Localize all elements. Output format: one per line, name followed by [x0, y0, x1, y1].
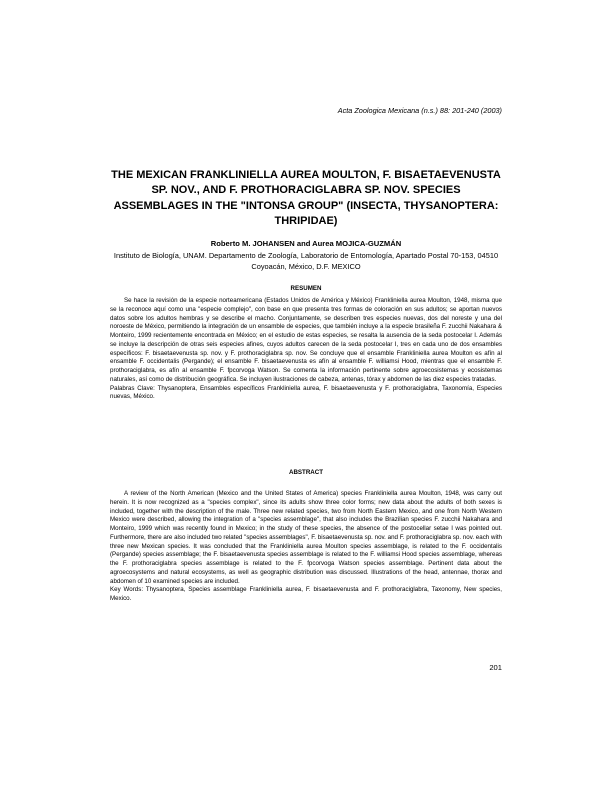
abstract-heading: ABSTRACT	[288, 469, 324, 476]
palabras-clave: Palabras Clave: Thysanoptera, Ensambles específicos Frankliniella aurea, F. bisaetaevenusta y F. prothoraciglabra, Taxonomía, Especies nuevas, México.	[110, 384, 502, 401]
paper-title: THE MEXICAN FRANKLINIELLA AUREA MOULTON, F. BISAETAEVENUSTA SP. NOV., AND F. PROTHORACIGLABRA SP. NOV. SPECIES ASSEMBLAGES IN THE "INTONSA GROUP" (INSECTA, THYSANOPTERA: THRIPIDAE)	[111, 169, 501, 227]
authors: Roberto M. JOHANSEN and Aurea MOJICA-GUZMÁN	[210, 239, 402, 248]
resumen-text: Se hace la revisión de la especie norteamericana (Estados Unidos de América y México) Frankliniella aurea Moulton, 1948, misma que se la reconoce aquí como una "especie complejo", con base en que presenta tres formas de coloración en sus adultos; se aportan nuevos datos sobre los adultos hembras y se describe el macho. Conjuntamente, se describen tres especies nuevas, dos del noreste y una del noroeste de México, permitiendo la integración de un ensamble de especies, que también incluye a la especie brasileña F. zucchii Nakahara & Monteiro, 1999 recientemente encontrada en México; en el estudio de estas especies, se resalta la ausencia de la seda postocelar I. Además se incluye la descripción de otras seis especies afines, cuyos adultos carecen de la seda postocelar I, tres en cada uno de dos ensambles específicos: F. bisaetaevenusta sp. nov. y F. prothoraciglabra sp. nov. Se concluye que el ensamble Frankliniella aurea Moulton es afín al ensamble F. occidentalis (Pergande); el ensamble F. bisaetaevenusta es afín al ensamble F. williamsi Hood, mientras que el ensamble F. prothoraciglabra, es afín al ensamble F. fpcorvoga Watson. Se comenta la información pertinente sobre agroecosistemas y ecosistemas naturales, así como de distribución geográfica. Se incluyen ilustraciones de cabeza, antenas, tórax y abdomen de las diez especies tratadas.	[110, 297, 502, 383]
journal-reference: Acta Zoologica Mexicana (n.s.) 88: 201-240 (2003)	[337, 106, 502, 115]
page-number: 201	[489, 663, 502, 672]
affiliation: Instituto de Biología, UNAM. Departamento de Zoología, Laboratorio de Entomología, Apartado Postal 70-153, 04510 Coyoacán, México, D.F. MEXICO	[113, 251, 499, 271]
resumen-section	[110, 297, 502, 402]
resumen-heading: RESUMEN	[290, 285, 322, 292]
abstract-section	[110, 490, 502, 604]
abstract-text: A review of the North American (Mexico and the United States of America) species Frankliniella aurea Moulton, 1948, was carry out herein. It is now recognized as a "species complex", since its adults show three color forms; new data about the adults of both sexes is included, together with the description of the male. Three new related species, two from North Eastern Mexico, and one from North Western Mexico were described, allowing the integration of a "species assemblage", that also includes the Brazilian species F. zucchii Nakahara and Monteiro, 1999 which was recently found in Mexico; in the study of these species, the absence of the postocellar setae I was pointed out. Furthermore, there are also included two related "species assemblages", F. bisaetaevenusta sp. nov. and F. prothoraciglabra sp. nov. each with three new Mexican species. It was concluded that the Frankliniella aurea Moulton species assemblage, is related to the F. occidentalis (Pergande) species assemblage; the F. bisaetaevenusta species assemblage is related to the F. williamsi Hood species assemblage, whereas the F. prothoraciglabra species assemblage is related to the F. fpcorvoga Watson species assemblage. Pertinent data about the agroecosystems and natural ecosystems, as well as geographic distribution was discussed. Illustrations of the head, antennae, thorax and abdomen of 10 examined species are included.	[110, 490, 502, 585]
key-words: Key Words: Thysanoptera, Species assemblage Frankliniella aurea, F. bisaetaevenusta and F. prothoraciglabra, Taxonomy, New species, Mexico.	[110, 586, 502, 602]
